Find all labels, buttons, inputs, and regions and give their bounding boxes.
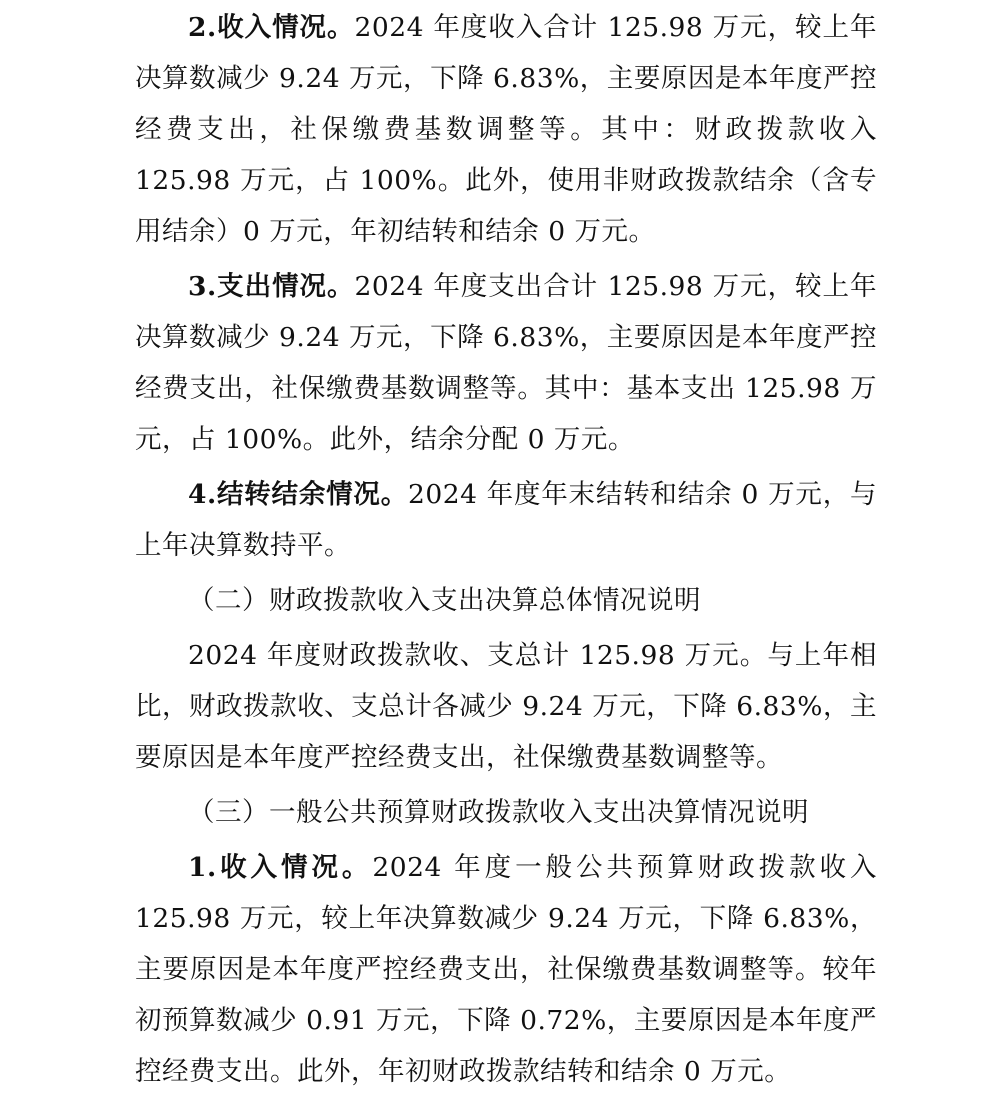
carryover-paragraph	[135, 469, 877, 571]
section-three-body: 2024 年度一般公共预算财政拨款收入 125.98 万元，较上年决算数减少 9.24 万元，下降 6.83%，主要原因是本年度严控经费支出，社保缴费基数调整等。较年初预算数减少 0.91 万元，下降 0.72%，主要原因是本年度严控经费支出。此外，年初财政拨款结转和结余 0 万元。	[135, 852, 877, 1087]
carryover-body: 2024 年度年末结转和结余 0 万元，与上年决算数持平。	[135, 479, 877, 561]
section-two-paragraph: 2024 年度财政拨款收、支总计 125.98 万元。与上年相比，财政拨款收、支总计各减少 9.24 万元，下降 6.83%，主要原因是本年度严控经费支出，社保缴费基数调整等。	[135, 640, 877, 773]
expenditure-lead: 3.支出情况。	[188, 271, 355, 302]
section-three-paragraph	[135, 842, 877, 1097]
expenditure-paragraph	[135, 261, 877, 465]
document-page	[135, 0, 877, 1097]
section-three-heading: （三）一般公共预算财政拨款收入支出决算情况说明	[188, 797, 809, 828]
section-two-heading: （二）财政拨款收入支出决算总体情况说明	[188, 585, 701, 616]
carryover-lead: 4.结转结余情况。	[188, 479, 409, 510]
income-lead: 2.收入情况。	[188, 12, 355, 43]
section-three-lead: 1.收入情况。	[188, 852, 373, 883]
income-paragraph	[135, 2, 877, 257]
expenditure-body: 2024 年度支出合计 125.98 万元，较上年决算数减少 9.24 万元，下降 6.83%，主要原因是本年度严控经费支出，社保缴费基数调整等。其中：基本支出 125.98 万元，占 100%。此外，结余分配 0 万元。	[135, 271, 877, 455]
income-body: 2024 年度收入合计 125.98 万元，较上年决算数减少 9.24 万元，下降 6.83%，主要原因是本年度严控经费支出，社保缴费基数调整等。其中：财政拨款收入 125.98 万元，占 100%。此外，使用非财政拨款结余（含专用结余）0 万元，年初结转和结余 0 万元。	[135, 12, 877, 247]
